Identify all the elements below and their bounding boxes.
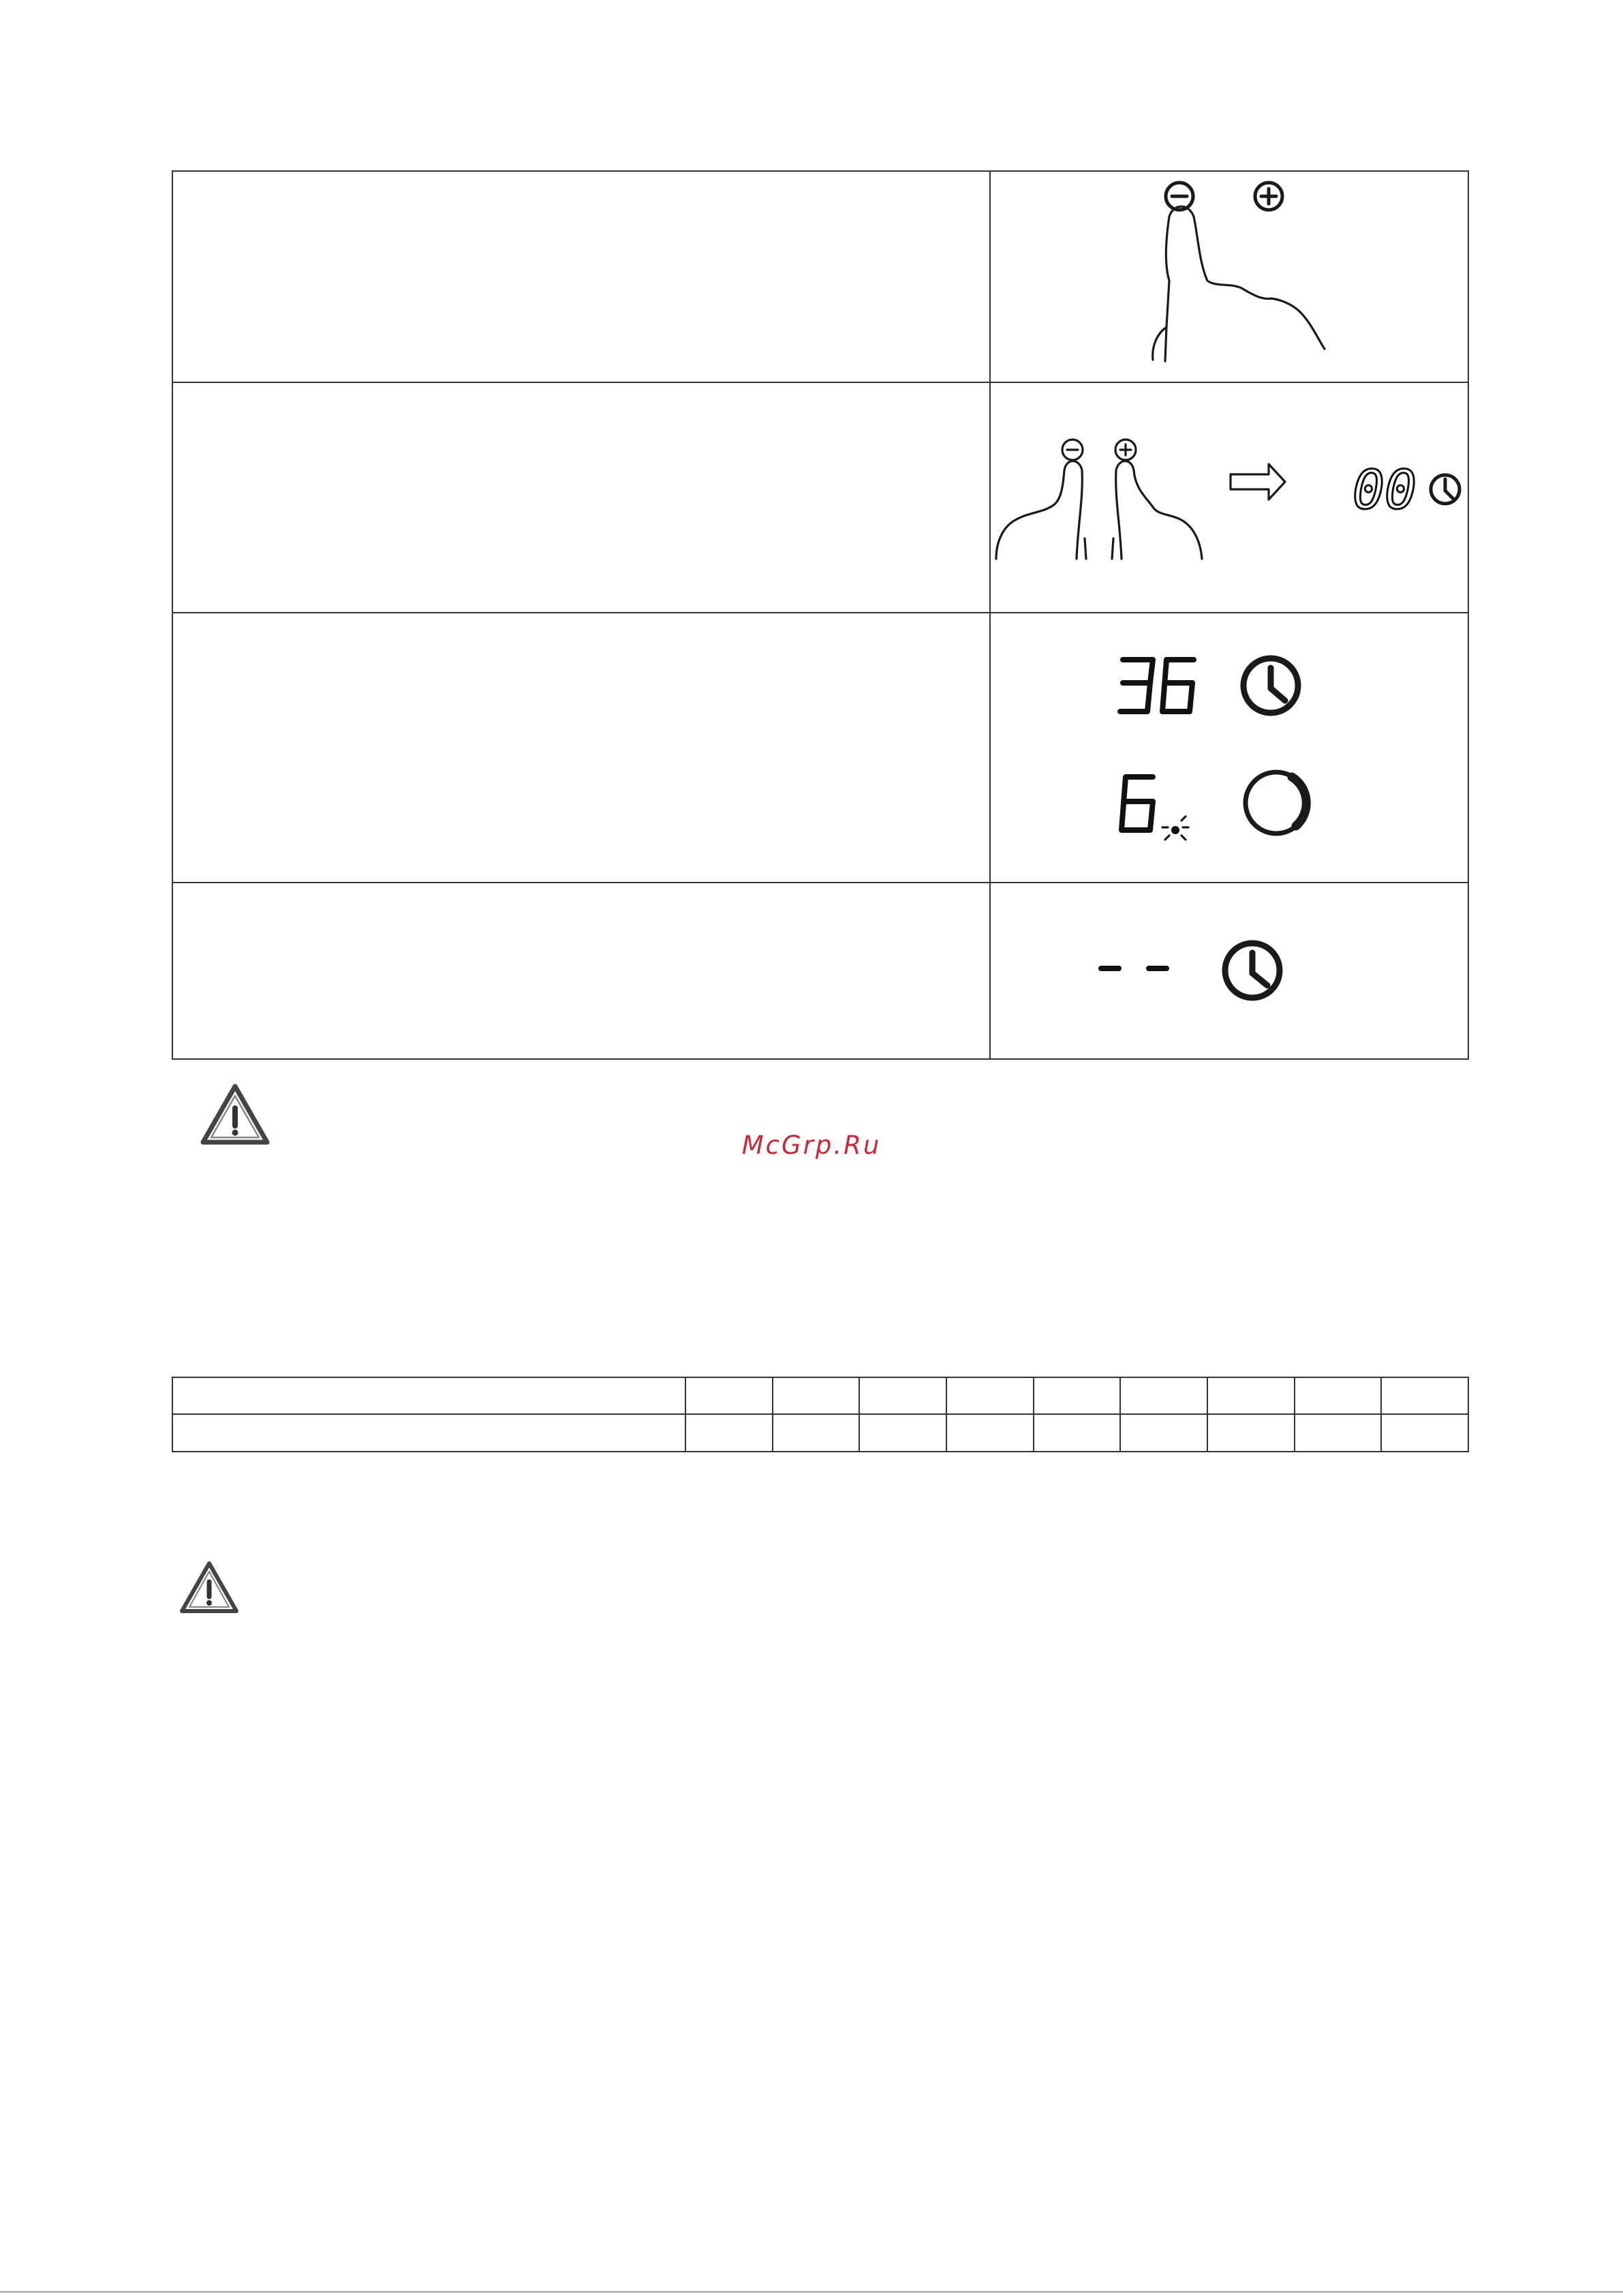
level-cell <box>1295 1377 1382 1414</box>
minus-circle-icon <box>1062 440 1083 460</box>
level-cell <box>773 1377 860 1414</box>
row3-figure <box>1090 641 1335 859</box>
power-level-table <box>172 1377 1469 1452</box>
level-cell <box>1381 1377 1468 1414</box>
timer-digit-6 <box>1162 660 1194 711</box>
row3-text-cell <box>172 613 990 883</box>
finger-press-icon <box>1153 206 1325 361</box>
plus-circle-icon <box>1115 440 1136 460</box>
level-cell <box>1120 1377 1207 1414</box>
row2-figure <box>988 429 1469 566</box>
header-label-cell <box>172 1377 685 1414</box>
cooking-zone-icon <box>1246 772 1307 833</box>
blinking-dot-icon <box>1162 816 1188 840</box>
value-cell <box>1207 1414 1295 1452</box>
level-cell <box>946 1377 1034 1414</box>
timer-digit-3 <box>1120 660 1153 711</box>
clock-icon <box>1431 475 1459 504</box>
plus-circle-icon <box>1255 183 1282 210</box>
value-cell <box>1295 1414 1382 1452</box>
row4-text-cell <box>172 883 990 1059</box>
page-bottom-rule <box>0 2291 1623 2293</box>
finger-press-icon <box>1112 461 1202 560</box>
power-level-digit <box>1122 777 1153 830</box>
arrow-right-icon <box>1231 464 1285 500</box>
value-cell <box>946 1414 1034 1452</box>
clock-icon <box>1243 658 1298 713</box>
level-cell <box>685 1377 773 1414</box>
row2-text-cell <box>172 382 990 613</box>
timer-display-00: 00 <box>1352 460 1417 521</box>
warning-icon <box>179 1559 240 1617</box>
value-cell <box>685 1414 773 1452</box>
value-cell <box>1381 1414 1468 1452</box>
level-cell <box>1207 1377 1295 1414</box>
value-cell <box>773 1414 860 1452</box>
row1-figure <box>1151 174 1335 372</box>
value-label-cell <box>172 1414 685 1452</box>
value-cell <box>1120 1414 1207 1452</box>
value-cell <box>859 1414 946 1452</box>
value-cell <box>1034 1414 1121 1452</box>
row4-figure <box>1090 934 1295 1009</box>
level-cell <box>1034 1377 1121 1414</box>
clock-icon <box>1225 943 1280 998</box>
row1-text-cell <box>172 171 990 382</box>
level-cell <box>859 1377 946 1414</box>
finger-press-icon <box>996 461 1086 560</box>
watermark: McGrp.Ru <box>741 1131 882 1160</box>
